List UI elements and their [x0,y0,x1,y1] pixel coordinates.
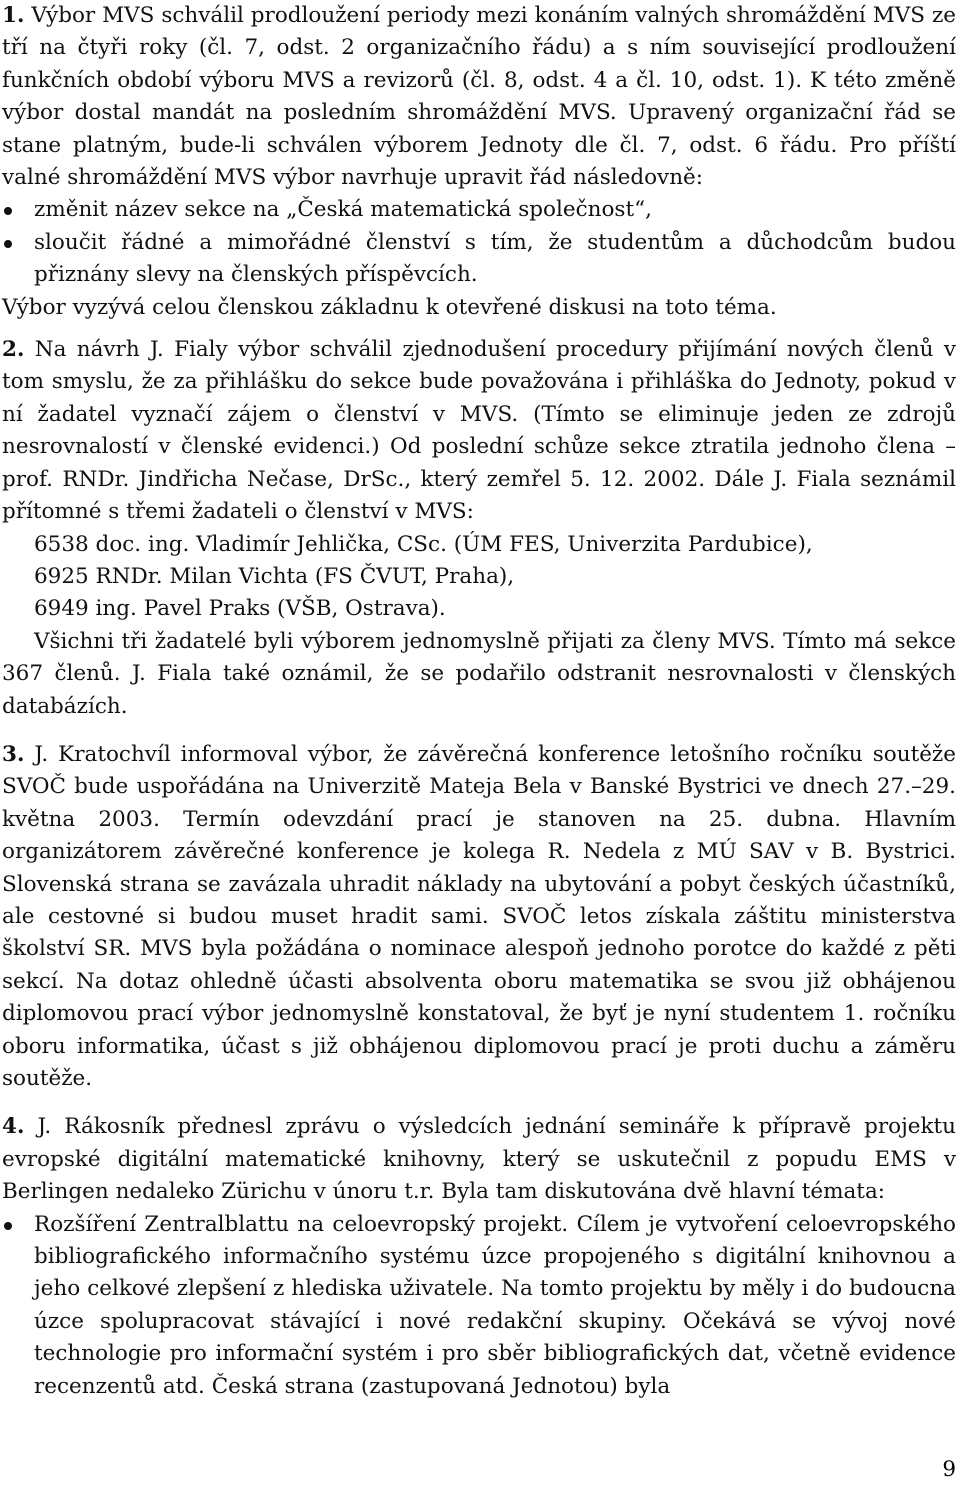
list-item: změnit název sekce na „Česká matematická společnost“, [2,194,956,226]
list-item: 6949 ing. Pavel Praks (VŠB, Ostrava). [34,596,446,622]
item-2-closing: Všichni tři žadatelé byli výborem jednomyslně přijati za členy MVS. Tímto má sekce 367 členů. J. Fiala také oznámil, že se podařilo odstranit nesrovnalosti v členských databázích. [2,628,956,719]
list-item: sloučit řádné a mimořádné členství s tím, že studentům a důchodcům budou přiznány slevy na členských příspěvcích. [2,227,956,292]
item-1-number: 1. [2,3,25,28]
item-4-text: J. Rákosník přednesl zprávu o výsledcích jednání semináře k přípravě projektu evropské digitální matematické knihovny, který se uskutečnil z popudu EMS v Berlingen nedaleko Zürichu v únoru t.r. Byla tam diskutována dvě hlavní témata: [2,1114,956,1205]
item-3-number: 3. [2,741,25,767]
item-1-bullet-list [2,194,956,291]
list-item: Rozšíření Zentralblattu na celoevropský projekt. Cílem je vytvoření celoevropského bibliografického informačního systému úzce propojeného s digitální knihovnou a jeho celkové zlepšení z hlediska uživatele. Na tomto projektu by měly i do budoucna úzce spolupracovat stávající i nové redakční skupiny. Očekává se vývoj nové technologie pro informační systém i pro sběr bibliografických dat, včetně evidence recenzentů atd. Česká strana (zastupovaná Jednotou) byla [2,1209,956,1403]
item-1-closing: Výbor vyzývá celou členskou základnu k otevřené diskusi na toto téma. [2,294,777,320]
item-3-paragraph [2,739,956,1095]
item-4-bullet-list [2,1209,956,1403]
item-2-paragraph [2,334,956,528]
applicant-list [2,529,956,626]
item-2-text: Na návrh J. Fialy výbor schválil zjednodušení procedury přijímání nových členů v tom smyslu, že za přihlášku do sekce bude považována i přihláška do Jednoty, pokud v ní žadatel vyznačí zájem o členství v MVS. (Tímto se eliminuje jeden ze zdrojů nesrovnalostí v členské evidenci.) Od poslední schůze sekce ztratila jednoho člena – prof. RNDr. Jindřicha Nečase, DrSc., který zemřel 5. 12. 2002. Dále J. Fiala seznámil přítomné s třemi žadateli o členství v MVS: [2,337,956,525]
item-1-paragraph [2,0,956,194]
list-item: 6538 doc. ing. Vladimír Jehlička, CSc. (ÚM FES, Univerzita Pardubice), [34,531,813,557]
item-1-text: Výbor MVS schválil prodloužení periody mezi konáním valných shromáždění MVS ze tří na čtyři roky (čl. 7, odst. 2 organizačního řádu) a s ním související prodloužení funkčních období výboru MVS a revizorů (čl. 8, odst. 4 a čl. 10, odst. 1). K této změně výbor dostal mandát na posledním shromáždění MVS. Upravený organizační řád se stane platným, bude-li schválen výborem Jednoty dle čl. 7, odst. 6 řádu. Pro příští valné shromáždění MVS výbor navrhuje upravit řád následovně: [2,3,957,191]
item-3-text: J. Kratochvíl informoval výbor, že závěrečná konference letošního ročníku soutěže SVOČ bude uspořádána na Univerzitě Mateja Bela v Banské Bystrici ve dnech 27.–29. května 2003. Termín odevzdání prací je stanoven na 25. dubna. Hlavním organizátorem závěrečné konference je kolega R. Nedela z MÚ SAV v B. Bystrici. Slovenská strana se zavázala uhradit náklady na ubytování a pobyt českých účastníků, ale cestovné si budou muset hradit sami. SVOČ letos získala záštitu ministerstva školství SR. MVS byla požádána o nominace alespoň jednoho porotce do každé z pěti sekcí. Na dotaz ohledně účasti absolventa oboru matematika se svou již obhájenou diplomovou prací výbor jednomyslně konstatoval, že byť je nyní studentem 1. ročníku oboru informatika, účast s již obhájenou diplomovou prací je proti duchu a záměru soutěže. [2,741,956,1091]
page-number: 9 [942,1457,956,1482]
item-4-paragraph [2,1111,956,1208]
item-2-number: 2. [2,337,25,363]
item-4-number: 4. [2,1114,25,1140]
list-item: 6925 RNDr. Milan Vichta (FS ČVUT, Praha), [34,563,515,589]
